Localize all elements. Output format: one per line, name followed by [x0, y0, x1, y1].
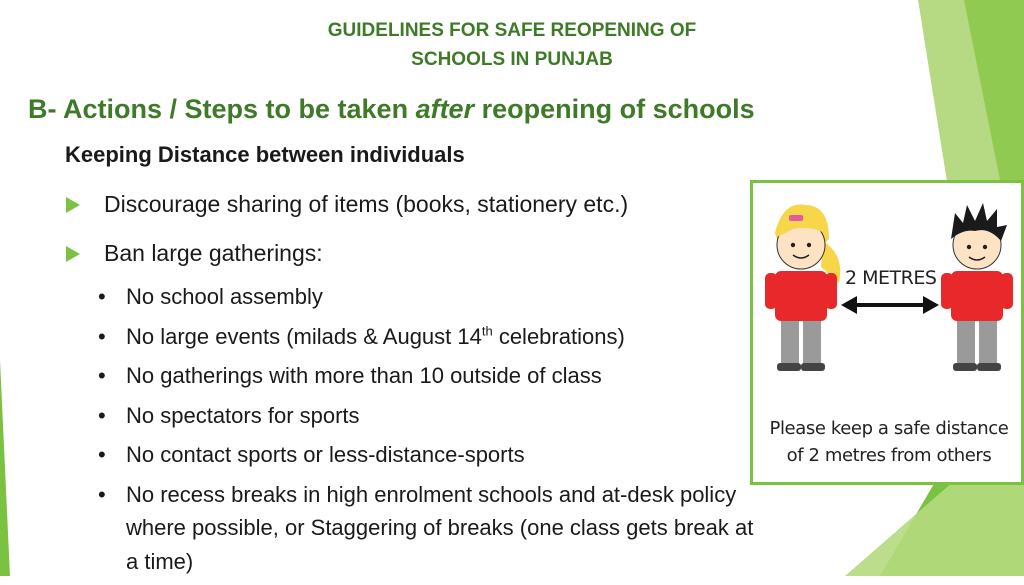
bullet-dot: • — [98, 481, 106, 507]
girl-figure-icon — [765, 205, 840, 371]
arrow-item-gatherings — [66, 236, 323, 270]
list-item-text: No spectators for sports — [126, 402, 360, 428]
arrow-item-sharing — [66, 187, 628, 221]
list-item-text: No gatherings with more than 10 outside of class — [126, 363, 602, 388]
bullet-dot: • — [98, 323, 106, 349]
list-item — [96, 359, 768, 392]
list-item — [96, 399, 768, 432]
caption-line1: Please keep a safe distance — [769, 418, 1009, 439]
list-item — [96, 438, 768, 471]
illustration-caption — [757, 415, 1021, 469]
arrow-item-text: Ban large gatherings: — [104, 240, 323, 266]
boy-figure-icon — [941, 203, 1013, 371]
deco-left-sliver — [0, 360, 10, 576]
slide-title-line2: SCHOOLS IN PUNJAB — [411, 49, 613, 70]
slide-title-line1: GUIDELINES FOR SAFE REOPENING OF — [327, 20, 697, 41]
heading-text-after: reopening of schools — [474, 94, 755, 124]
list-item-text: No recess breaks in high enrolment schools and at-desk policy where possible, or Staggering of breaks (one class gets break at a time) — [126, 481, 754, 574]
distance-label: 2 METRES — [845, 267, 937, 289]
list-item-text: No large events (milads & August 14 — [126, 323, 482, 349]
list-item — [96, 478, 768, 579]
gatherings-bullet-list — [96, 280, 768, 585]
bullet-dot: • — [98, 402, 106, 428]
double-arrow-icon — [841, 296, 939, 314]
list-item — [96, 280, 768, 313]
list-item-text-after: celebrations) — [492, 323, 625, 349]
slide-title — [300, 16, 724, 74]
list-item-text: No contact sports or less-distance-sports — [126, 442, 525, 467]
arrow-bullet-icon — [66, 197, 80, 213]
section-heading — [28, 90, 848, 128]
bullet-dot: • — [98, 442, 106, 467]
bullet-dot: • — [98, 284, 106, 309]
list-item — [96, 320, 768, 353]
arrow-item-text: Discourage sharing of items (books, stationery etc.) — [104, 191, 629, 217]
bullet-dot: • — [98, 363, 106, 388]
caption-line2: of 2 metres from others — [786, 445, 992, 466]
list-item-text: No school assembly — [126, 284, 323, 309]
heading-text-before: B- Actions / Steps to be taken — [28, 94, 416, 124]
heading-emphasis: after — [415, 94, 475, 124]
social-distance-illustration — [750, 180, 1024, 485]
list-item-superscript: th — [481, 323, 493, 339]
arrow-bullet-icon — [66, 246, 80, 262]
subheading: Keeping Distance between individuals — [65, 142, 465, 167]
